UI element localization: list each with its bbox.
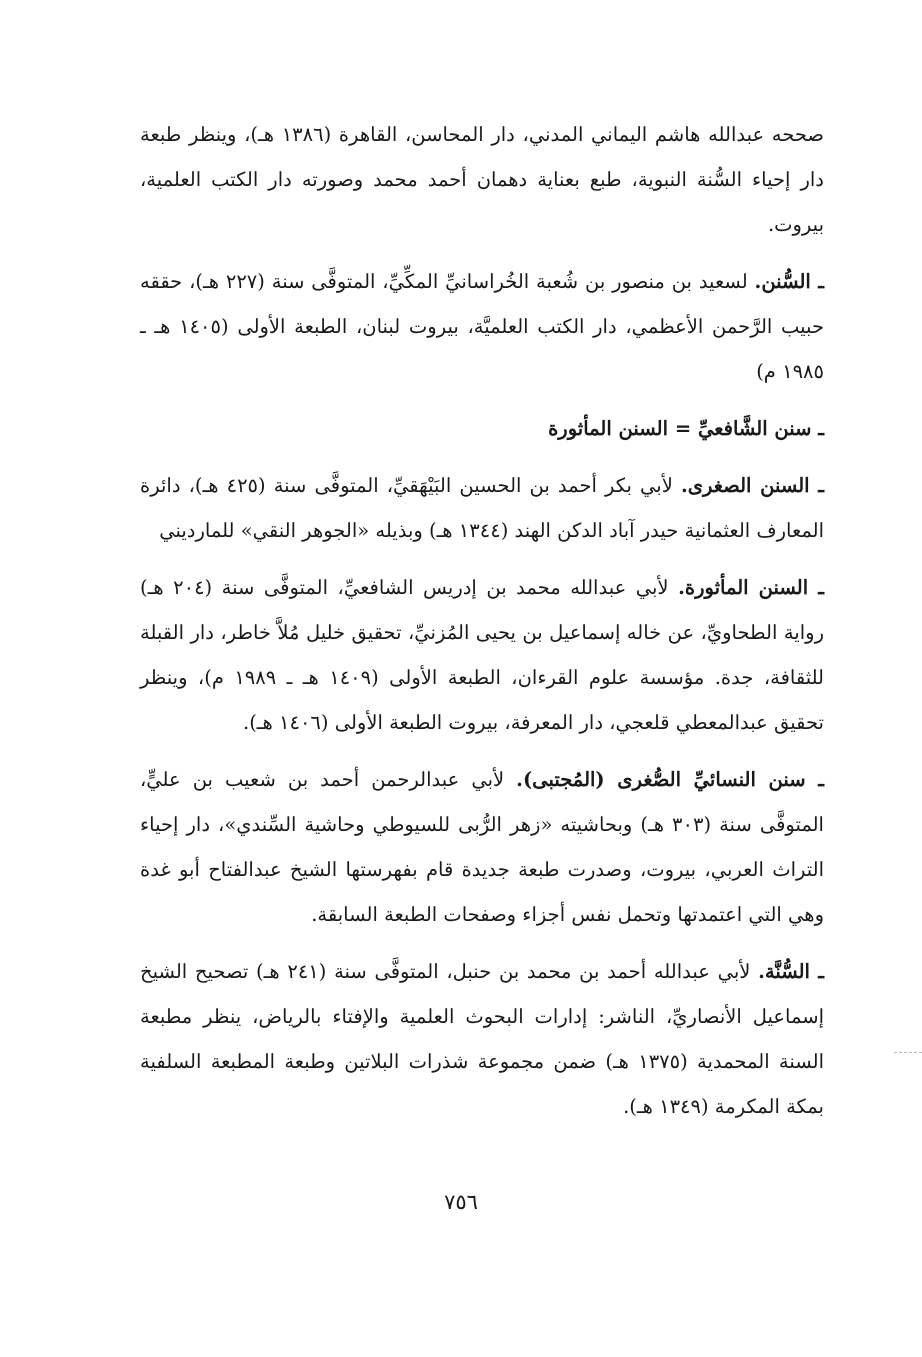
bibliography-entry [140,406,824,451]
scan-mark [894,1052,922,1054]
entry-title: ـ السُّنَّة. [758,960,824,983]
entry-body: لسعيد بن منصور بن شُعبة الخُراسانيِّ المكِّيِّ، المتوفَّى سنة (٢٢٧ هـ)، حققه حبيب الرَّحمن الأعظمي، دار الكتب العلميَّة، بيروت لبنان، الطبعة الأولى (١٤٠٥ هـ ـ ١٩٨٥ م) [140,270,825,383]
bibliography-entry [140,259,824,394]
entry-title: ـ سنن النسائيِّ الصُّغرى (المُجتبى). [516,768,824,791]
entry-body: لأبي عبدالله أحمد بن محمد بن حنبل، المتوفَّى سنة (٢٤١ هـ) تصحيح الشيخ إسماعيل الأنصاريِّ، الناشر: إدارات البحوث العلمية والإفتاء بالرياض، ينظر مطبعة السنة المحمدية (١٣٧٥ هـ) ضمن مجموعة شذرات البلاتين وطبعة المطبعة السلفية بمكة المكرمة (١٣٤٩ هـ). [140,960,825,1118]
bibliography-entry [140,757,824,937]
bibliography-entry [140,463,824,553]
entry-body: لأبي عبدالله محمد بن إدريس الشافعيِّ، المتوفَّى سنة (٢٠٤ هـ) رواية الطحاويِّ، عن خاله إسماعيل بن يحيى المُزنيِّ، تحقيق خليل مُلاَّ خاطر، دار القبلة للثقافة، جدة. مؤسسة علوم القرءان، الطبعة الأولى (١٤٠٩ هـ ـ ١٩٨٩ م)، وينظر تحقيق عبدالمعطي قلعجي، دار المعرفة، بيروت الطبعة الأولى (١٤٠٦ هـ). [140,576,824,734]
entry-title: ـ السنن المأثورة. [678,576,824,599]
entry-body: صححه عبدالله هاشم اليماني المدني، دار المحاسن، القاهرة (١٣٨٦ هـ)، وينظر طبعة دار إحياء السُّنة النبوية، طبع بعناية دهمان أحمد محمد وصورته دار الكتب العلمية، بيروت. [140,123,824,236]
entry-body: لأبي بكر أحمد بن الحسين البَيْهَقيِّ، المتوفَّى سنة (٤٢٥ هـ)، دائرة المعارف العثمانية حيدر آباد الدكن الهند (١٣٤٤ هـ) وبذيله «الجوهر النقي» للمارديني [140,474,824,542]
bibliography-entry [140,949,824,1129]
bibliography-entry [140,565,824,745]
bibliography-list [140,112,824,1129]
page-number: ٧٥٦ [444,1190,478,1214]
entry-body: لأبي عبدالرحمن أحمد بن شعيب بن عليٍّ، المتوفَّى سنة (٣٠٣ هـ) وبحاشيته «زهر الرُّبى للسيوطي وحاشية السِّندي»، دار إحياء التراث العربي، بيروت، وصدرت طبعة جديدة قام بفهرستها الشيخ عبدالفتاح أبو غدة وهي التي اعتمدتها وتحمل نفس أجزاء وصفحات الطبعة السابقة. [140,768,824,926]
entry-title: ـ السُّنن. [754,270,824,293]
bibliography-entry [140,112,824,247]
entry-title: ـ سنن الشَّافعيِّ = السنن المأثورة [548,417,824,440]
entry-title: ـ السنن الصغرى. [680,474,824,497]
